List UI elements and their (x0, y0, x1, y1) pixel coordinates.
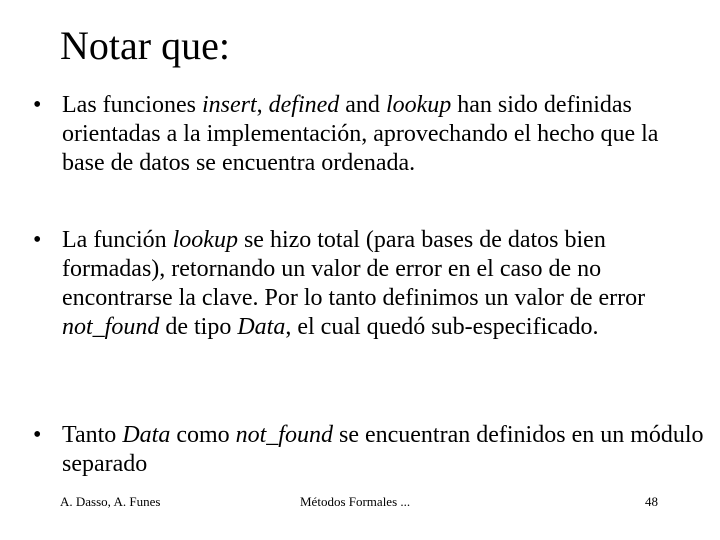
italic-term: insert (201, 92, 257, 118)
text-run: como (170, 422, 236, 448)
italic-term: lookup (172, 227, 238, 253)
text-run: , el cual quedó sub-especificado. (285, 314, 599, 340)
footer-page-number: 48 (645, 494, 658, 509)
italic-term: Data (122, 422, 171, 448)
footer-authors: A. Dasso, A. Funes (60, 494, 161, 509)
bullet-text (62, 91, 707, 178)
text-run: and (339, 92, 386, 118)
bullet-marker: • (33, 227, 42, 253)
bullet-text (62, 226, 707, 342)
italic-term: not_found (235, 422, 333, 448)
text-run: han sido definidas orientadas a la implementación, aprovechando el hecho que la base de datos se encuentra ordenada. (62, 92, 659, 176)
text-run: se hizo total (para bases de datos bien formadas), retornando un valor de error en el caso de no encontrarse la clave. Por lo tanto definimos un valor de error (62, 227, 646, 311)
bullet-text (62, 421, 707, 479)
text-run: , (256, 92, 269, 118)
text-run: Las funciones (62, 92, 202, 118)
bullet-marker: • (33, 92, 42, 118)
text-run: se encuentran definidos en un módulo separado (62, 422, 704, 477)
italic-term: Data (237, 314, 286, 340)
text-run: La función (62, 227, 173, 253)
text-run: de tipo (159, 314, 238, 340)
footer-course: Métodos Formales ... (300, 494, 411, 509)
italic-term: not_found (62, 314, 160, 340)
slide-title: Notar que: (60, 23, 230, 68)
italic-term: defined (268, 92, 340, 118)
text-run: Tanto (62, 422, 123, 448)
bullet-marker: • (33, 422, 42, 448)
italic-term: lookup (385, 92, 452, 118)
